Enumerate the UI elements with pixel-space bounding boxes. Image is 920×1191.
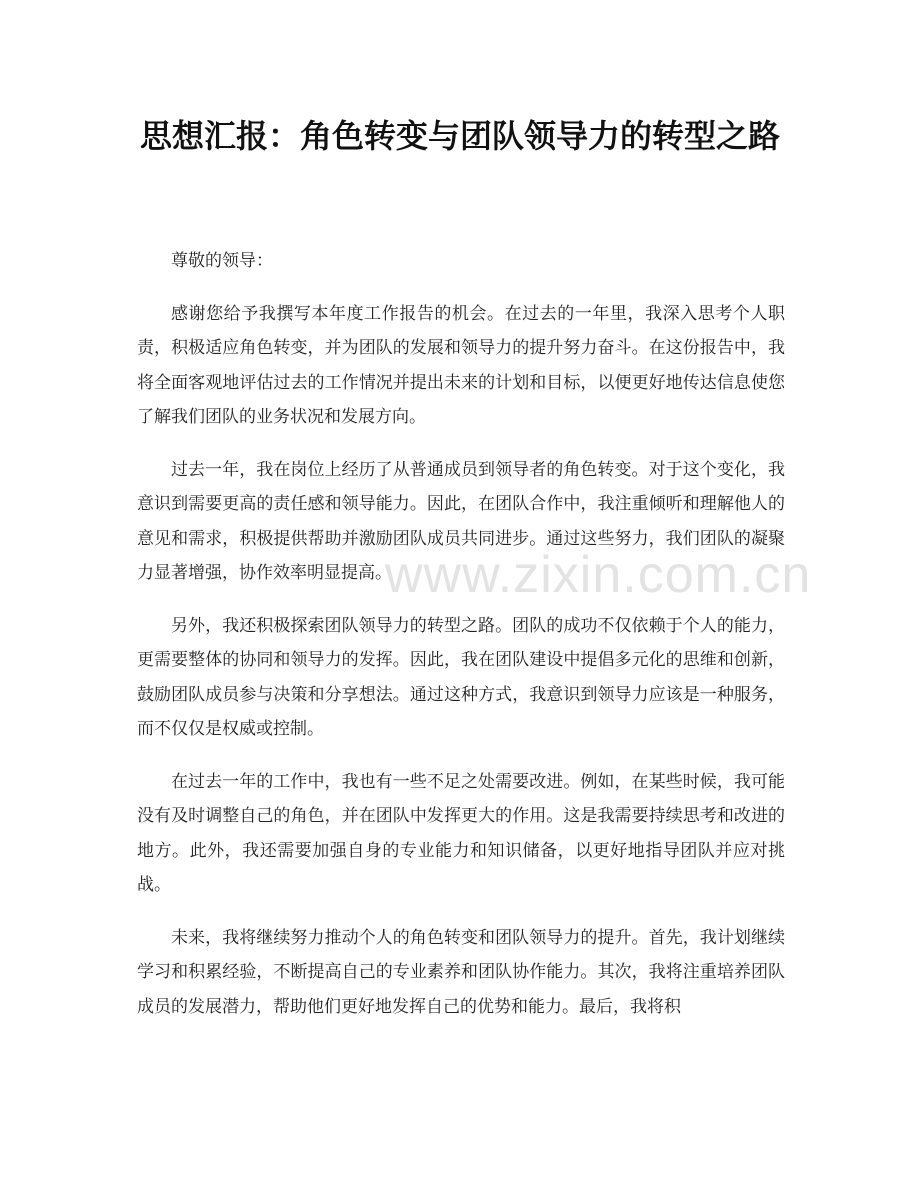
paragraph: 过去一年，我在岗位上经历了从普通成员到领导者的角色转变。对于这个变化，我意识到需要更高的责任感和领导能力。因此，在团队合作中，我注重倾听和理解他人的意见和需求，积极提供帮助并激励团队成员共同进步。通过这些努力，我们团队的凝聚力显著增强，协作效率明显提高。	[137, 459, 785, 583]
paragraph: 感谢您给予我撰写本年度工作报告的机会。在过去的一年里，我深入思考个人职责，积极适应角色转变，并为团队的发展和领导力的提升努力奋斗。在这份报告中，我将全面客观地评估过去的工作情况并提出未来的计划和目标，以便更好地传达信息使您了解我们团队的业务状况和发展方向。	[137, 303, 785, 427]
document-title: 思想汇报：角色转变与团队领导力的转型之路	[139, 117, 780, 155]
watermark: www.zixin.com.cn	[385, 546, 812, 604]
paragraph: 另外，我还积极探索团队领导力的转型之路。团队的成功不仅依赖于个人的能力，更需要整体的协同和领导力的发挥。因此，我在团队建设中提倡多元化的思维和创新，鼓励团队成员参与决策和分享想法。通过这种方式，我意识到领导力应该是一种服务，而不仅仅是权威或控制。	[137, 615, 785, 739]
paragraph: 在过去一年的工作中，我也有一些不足之处需要改进。例如，在某些时候，我可能没有及时调整自己的角色，并在团队中发挥更大的作用。这是我需要持续思考和改进的地方。此外，我还需要加强自身的专业能力和知识储备，以更好地指导团队并应对挑战。	[137, 771, 785, 895]
document-body	[137, 244, 785, 1042]
salutation: 尊敬的领导：	[171, 251, 273, 271]
paragraph: 未来，我将继续努力推动个人的角色转变和团队领导力的提升。首先，我计划继续学习和积累经验，不断提高自己的专业素养和团队协作能力。其次，我将注重培养团队成员的发展潜力，帮助他们更好地发挥自己的优势和能力。最后，我将积	[137, 927, 785, 1017]
